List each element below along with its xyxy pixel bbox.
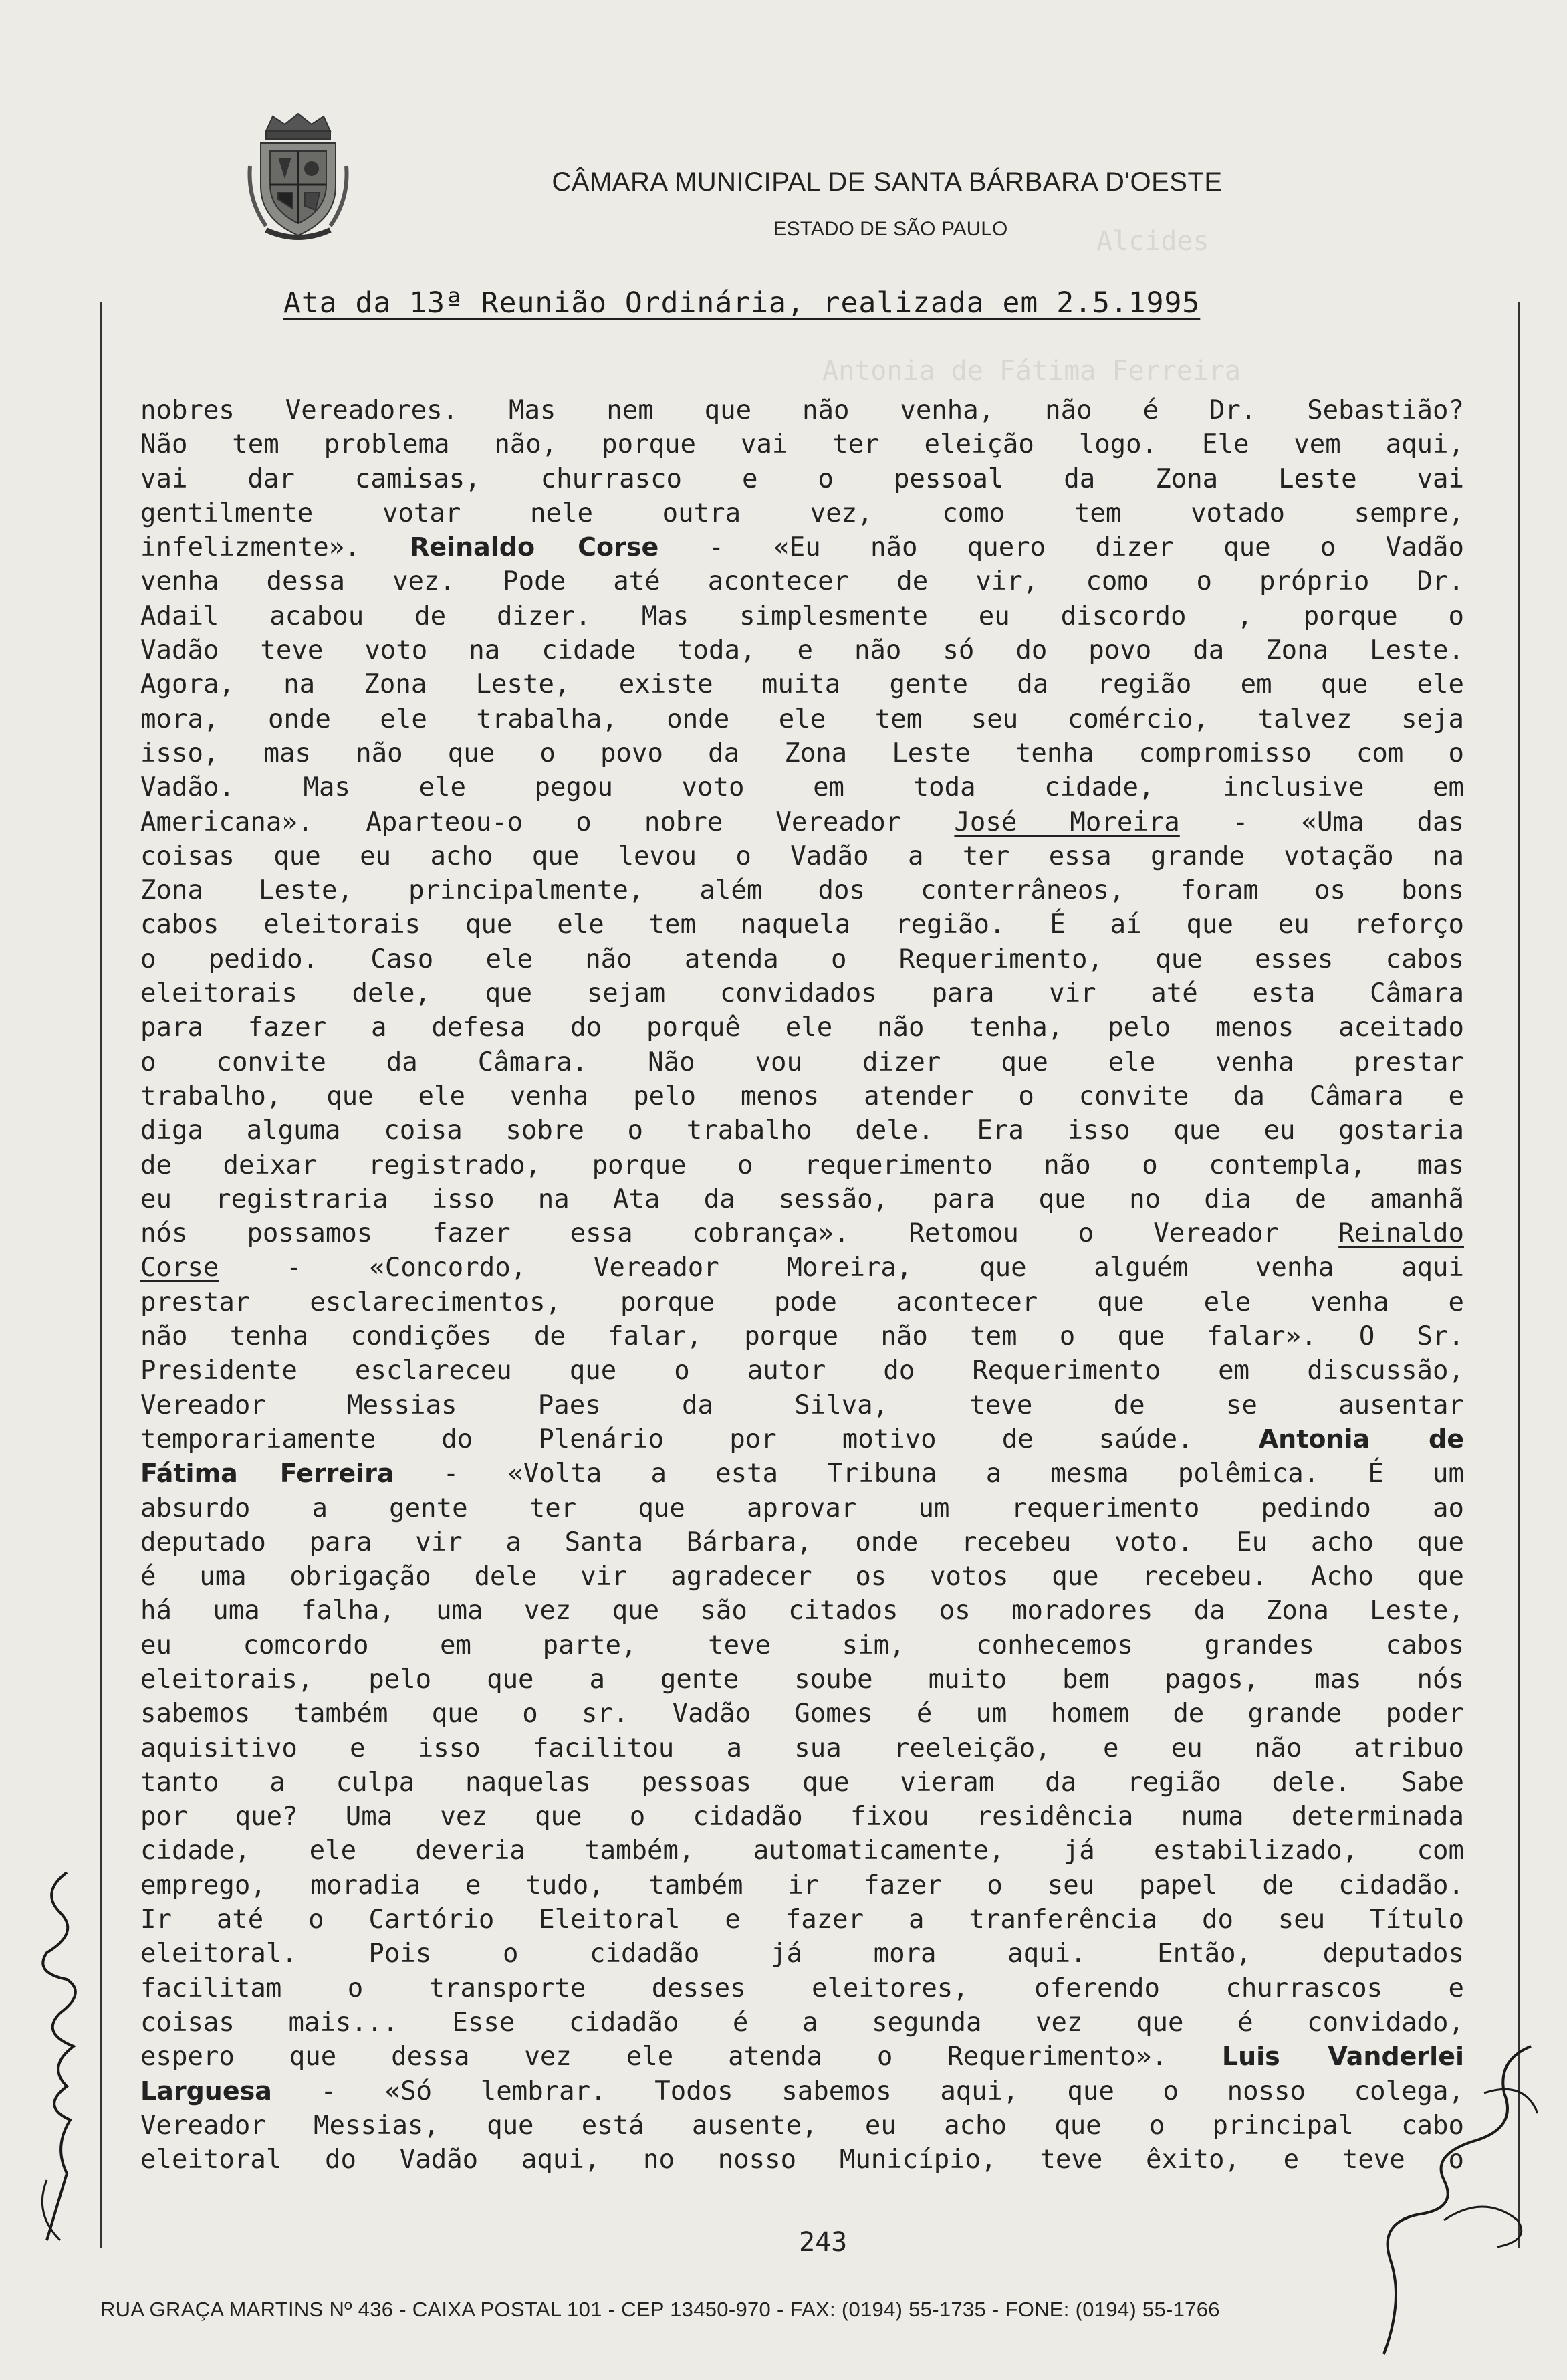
text-segment: espero que dessa vez ele atenda o Requerimento».: [140, 2042, 1167, 2072]
text-line: [140, 1456, 1464, 1491]
text-line: [140, 805, 1464, 839]
text-segment: - «Volta a esta Tribuna a mesma polêmica. É um: [443, 1458, 1464, 1489]
text-line: mora, onde ele trabalha, onde ele tem seu comércio, talvez seja: [140, 704, 1464, 734]
text-line: eleitoral do Vadão aqui, no nosso Município, teve êxito, e teve o: [140, 2145, 1464, 2175]
text-line: [140, 2040, 1464, 2074]
page-number: 243: [799, 2227, 848, 2258]
text-line: cabos eleitorais que ele tem naquela região. É aí que eu reforço: [140, 909, 1464, 940]
text-line: nobres Vereadores. Mas nem que não venha, não é Dr. Sebastião?: [140, 395, 1464, 425]
text-line: Vereador Messias, que está ausente, eu acho que o principal cabo: [140, 2110, 1464, 2141]
text-line: coisas mais... Esse cidadão é a segunda vez que é convidado,: [140, 2007, 1464, 2038]
minutes-title: Ata da 13ª Reunião Ordinária, realizada em 2.5.1995: [283, 286, 1201, 320]
text-line: para fazer a defesa do porquê ele não tenha, pelo menos aceitado: [140, 1012, 1464, 1043]
text-line: eleitorais dele, que sejam convidados para vir até esta Câmara: [140, 978, 1464, 1009]
text-line: Vadão teve voto na cidade toda, e não só do povo da Zona Leste.: [140, 635, 1464, 666]
text-segment: Americana». Aparteou-o o nobre Vereador: [140, 806, 902, 837]
text-line: o pedido. Caso ele não atenda o Requerimento, que esses cabos: [140, 944, 1464, 974]
speaker-name: Larguesa: [140, 2076, 272, 2106]
text-line: não tenha condições de falar, porque não tem o que falar». O Sr.: [140, 1321, 1464, 1352]
text-segment: - «Uma das: [1232, 806, 1464, 837]
text-line: absurdo a gente ter que aprovar um requerimento pedindo ao: [140, 1493, 1464, 1523]
text-line: Agora, na Zona Leste, existe muita gente da região em que ele: [140, 669, 1464, 700]
text-line: [140, 1251, 1464, 1285]
text-segment: infelizmente».: [140, 532, 360, 563]
text-line: facilitam o transporte desses eleitores, oferendo churrascos e: [140, 1973, 1464, 2004]
text-line: diga alguma coisa sobre o trabalho dele. Era isso que eu gostaria: [140, 1115, 1464, 1146]
text-line: Vadão. Mas ele pegou voto em toda cidade, inclusive em: [140, 772, 1464, 803]
state-name: ESTADO DE SÃO PAULO: [773, 218, 1008, 240]
text-line: deputado para vir a Santa Bárbara, onde recebeu voto. Eu acho que: [140, 1527, 1464, 1557]
text-line: eu comcordo em parte, teve sim, conhecemos grandes cabos: [140, 1630, 1464, 1660]
text-line: venha dessa vez. Pode até acontecer de vir, como o próprio Dr.: [140, 566, 1464, 597]
text-line: [140, 2074, 1464, 2108]
text-segment: temporariamente do Plenário por motivo de saúde.: [140, 1424, 1193, 1454]
text-line: [140, 530, 1464, 564]
text-line: isso, mas não que o povo da Zona Leste tenha compromisso com o: [140, 738, 1464, 768]
speaker-name: Reinaldo Corse: [410, 532, 659, 562]
speaker-name: Fátima Ferreira: [140, 1458, 394, 1489]
speaker-name: Reinaldo: [1338, 1218, 1464, 1249]
text-line: aquisitivo e isso facilitou a sua reeleição, e eu não atribuo: [140, 1733, 1464, 1763]
text-segment: nós possamos fazer essa cobrança». Retomou o Vereador: [140, 1218, 1280, 1249]
text-segment: - «Só lembrar. Todos sabemos aqui, que o nosso colega,: [320, 2076, 1464, 2106]
institution-name: CÂMARA MUNICIPAL DE SANTA BÁRBARA D'OESTE: [552, 167, 1223, 197]
text-line: o convite da Câmara. Não vou dizer que ele venha prestar: [140, 1047, 1464, 1077]
text-line: eu registraria isso na Ata da sessão, para que no dia de amanhã: [140, 1184, 1464, 1214]
text-line: Não tem problema não, porque vai ter eleição logo. Ele vem aqui,: [140, 429, 1464, 460]
text-line: prestar esclarecimentos, porque pode acontecer que ele venha e: [140, 1287, 1464, 1317]
text-line: [140, 1216, 1464, 1251]
text-line: eleitorais, pelo que a gente soube muito bem pagos, mas nós: [140, 1664, 1464, 1695]
text-line: sabemos também que o sr. Vadão Gomes é um homem de grande poder: [140, 1699, 1464, 1729]
speaker-name: Luis Vanderlei: [1221, 2042, 1464, 2072]
signature-left-icon: [20, 1866, 100, 2254]
footer-address: RUA GRAÇA MARTINS Nº 436 - CAIXA POSTAL 101 - CEP 13450-970 - FAX: (0194) 55-1735 - FONE: (0194) 55-1766: [100, 2298, 1220, 2321]
text-line: Presidente esclareceu que o autor do Requerimento em discussão,: [140, 1356, 1464, 1386]
text-line: coisas que eu acho que levou o Vadão a ter essa grande votação na: [140, 841, 1464, 871]
text-line: é uma obrigação dele vir agradecer os votos que recebeu. Acho que: [140, 1561, 1464, 1592]
text-line: por que? Uma vez que o cidadão fixou residência numa determinada: [140, 1802, 1464, 1832]
text-line: cidade, ele deveria também, automaticamente, já estabilizado, com: [140, 1836, 1464, 1866]
text-segment: - «Concordo, Vereador Moreira, que alguém venha aqui: [286, 1253, 1464, 1283]
text-line: vai dar camisas, churrasco e o pessoal da Zona Leste vai: [140, 463, 1464, 494]
text-line: há uma falha, uma vez que são citados os moradores da Zona Leste,: [140, 1596, 1464, 1626]
text-line: Adail acabou de dizer. Mas simplesmente eu discordo , porque o: [140, 601, 1464, 631]
show-through-text-1: Alcides: [1096, 226, 1209, 257]
text-line: [140, 1422, 1464, 1456]
text-line: trabalho, que ele venha pelo menos atender o convite da Câmara e: [140, 1081, 1464, 1111]
text-line: eleitoral. Pois o cidadão já mora aqui. Então, deputados: [140, 1939, 1464, 1969]
speaker-name: Antonia de: [1258, 1424, 1464, 1454]
show-through-text-2: Antonia de Fátima Ferreira: [822, 356, 1241, 387]
text-line: Ir até o Cartório Eleitoral e fazer a tranferência do seu Título: [140, 1905, 1464, 1935]
text-line: Zona Leste, principalmente, além dos conterrâneos, foram os bons: [140, 875, 1464, 906]
text-line: tanto a culpa naquelas pessoas que vieram da região dele. Sabe: [140, 1767, 1464, 1798]
speaker-name: Corse: [140, 1253, 219, 1283]
speaker-name: José Moreira: [954, 806, 1180, 837]
text-line: gentilmente votar nele outra vez, como tem votado sempre,: [140, 498, 1464, 528]
text-segment: - «Eu não quero dizer que o Vadão: [708, 532, 1464, 563]
text-line: de deixar registrado, porque o requerimento não o contempla, mas: [140, 1150, 1464, 1180]
text-line: Vereador Messias Paes da Silva, teve de se ausentar: [140, 1390, 1464, 1420]
text-line: emprego, moradia e tudo, também ir fazer o seu papel de cidadão.: [140, 1870, 1464, 1901]
minutes-body: [140, 393, 1464, 2177]
